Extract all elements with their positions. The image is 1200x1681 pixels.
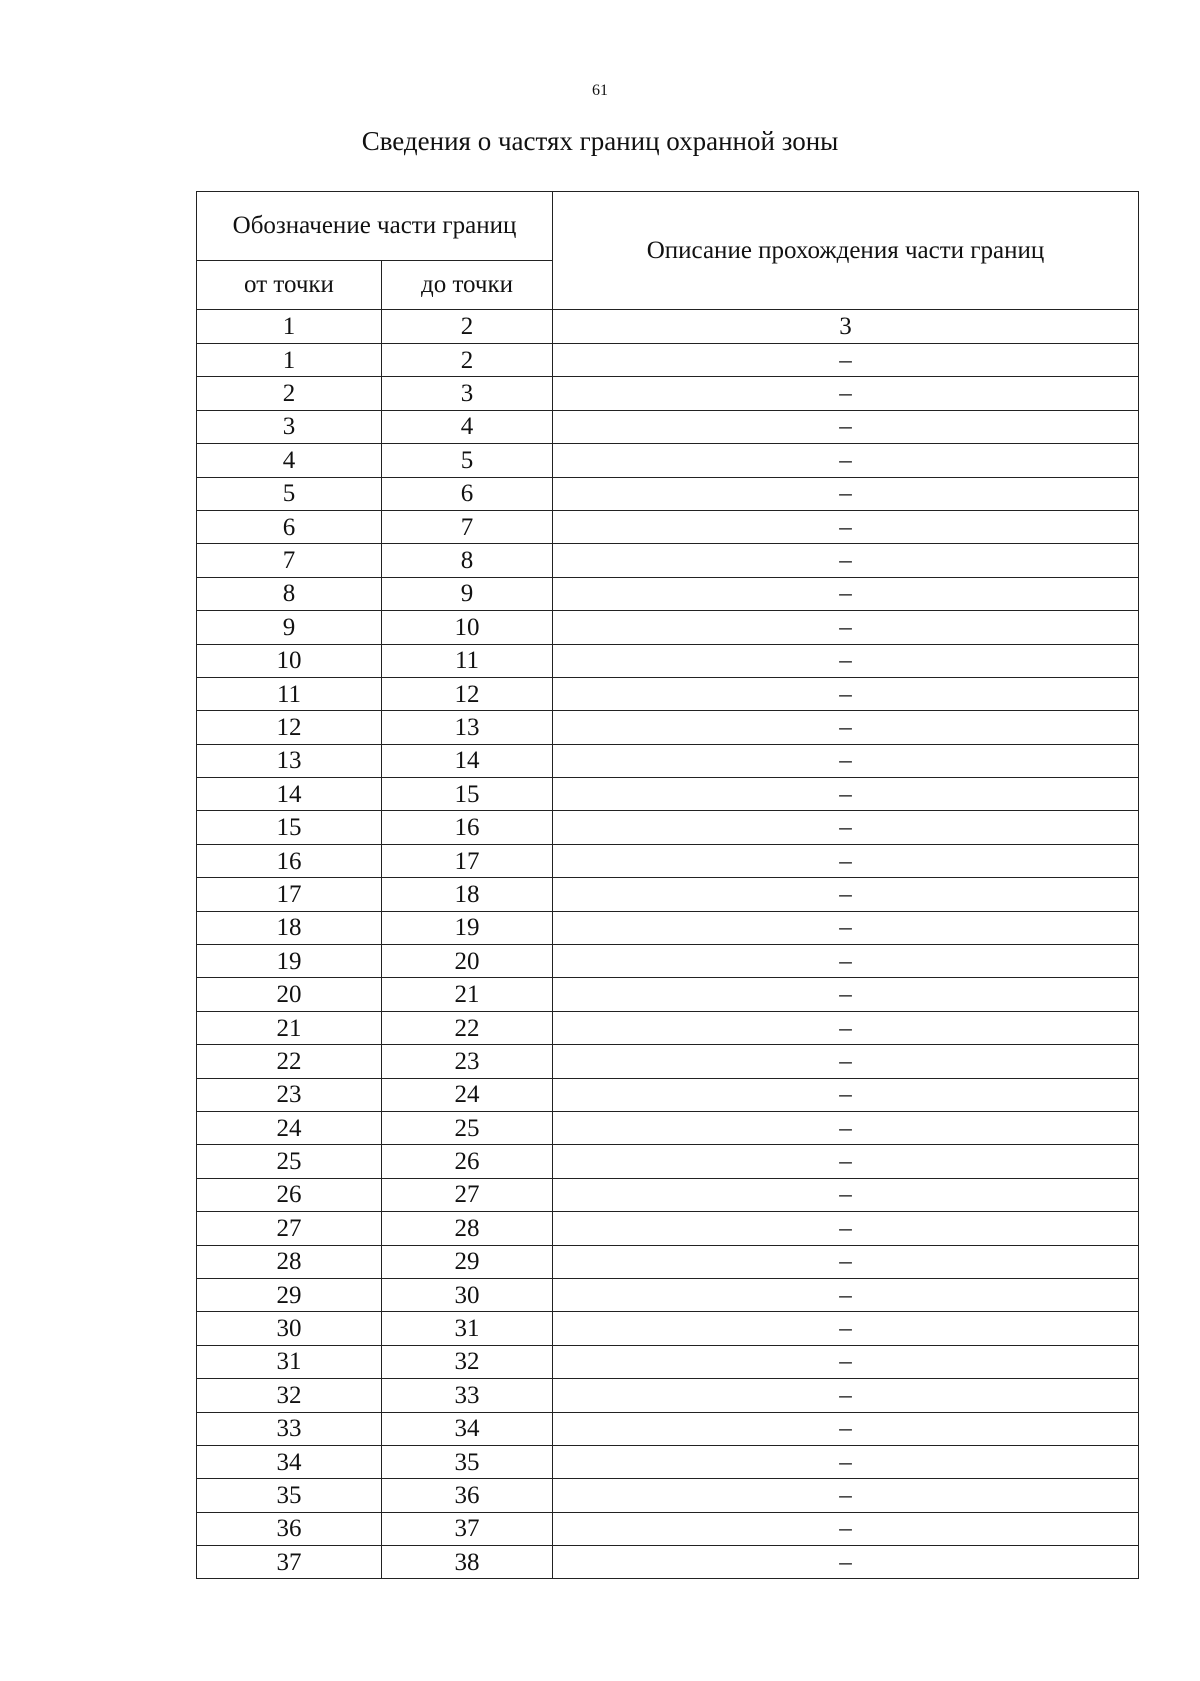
table-row [197, 1412, 1139, 1445]
table-row [197, 377, 1139, 410]
description-cell: – [553, 778, 1139, 811]
from-point-cell: 37 [197, 1546, 382, 1579]
from-point-cell: 27 [197, 1212, 382, 1245]
to-point-cell: 17 [382, 844, 553, 877]
description-cell: – [553, 477, 1139, 510]
table-row [197, 1479, 1139, 1512]
description-cell: – [553, 544, 1139, 577]
table-row [197, 1178, 1139, 1211]
to-point-cell: 37 [382, 1512, 553, 1545]
table-row [197, 844, 1139, 877]
column-number-3: 3 [553, 310, 1139, 344]
to-point-cell: 8 [382, 544, 553, 577]
from-point-cell: 12 [197, 711, 382, 744]
from-point-cell: 16 [197, 844, 382, 877]
description-cell: – [553, 611, 1139, 644]
column-number-2: 2 [382, 310, 553, 344]
from-point-cell: 13 [197, 744, 382, 777]
from-point-cell: 33 [197, 1412, 382, 1445]
table-row [197, 1379, 1139, 1412]
to-point-cell: 12 [382, 677, 553, 710]
from-point-cell: 18 [197, 911, 382, 944]
table-row [197, 911, 1139, 944]
description-cell: – [553, 510, 1139, 543]
to-point-cell: 28 [382, 1212, 553, 1245]
table-row [197, 1078, 1139, 1111]
to-point-cell: 33 [382, 1379, 553, 1412]
table-row [197, 410, 1139, 443]
from-point-cell: 14 [197, 778, 382, 811]
to-point-cell: 15 [382, 778, 553, 811]
table-row [197, 711, 1139, 744]
table-row [197, 677, 1139, 710]
page-number: 61 [592, 82, 608, 99]
from-point-cell: 23 [197, 1078, 382, 1111]
description-cell: – [553, 1145, 1139, 1178]
boundary-designation-header: Обозначение части границ [197, 192, 553, 261]
to-point-cell: 30 [382, 1278, 553, 1311]
table-row [197, 1212, 1139, 1245]
from-point-cell: 8 [197, 577, 382, 610]
description-cell: – [553, 1011, 1139, 1044]
from-point-cell: 32 [197, 1379, 382, 1412]
table-body [197, 344, 1139, 1579]
from-point-cell: 20 [197, 978, 382, 1011]
from-point-cell: 1 [197, 344, 382, 377]
to-point-cell: 3 [382, 377, 553, 410]
table-row [197, 945, 1139, 978]
table-row [197, 978, 1139, 1011]
page-title: Сведения о частях границ охранной зоны [361, 126, 839, 156]
from-point-cell: 11 [197, 677, 382, 710]
to-point-cell: 31 [382, 1312, 553, 1345]
table-row [197, 1045, 1139, 1078]
table-row [197, 744, 1139, 777]
description-cell: – [553, 677, 1139, 710]
to-point-cell: 24 [382, 1078, 553, 1111]
description-cell: – [553, 1111, 1139, 1144]
to-point-cell: 20 [382, 945, 553, 978]
description-cell: – [553, 577, 1139, 610]
description-cell: – [553, 1345, 1139, 1378]
table-row [197, 1145, 1139, 1178]
boundary-description-header: Описание прохождения части границ [553, 192, 1139, 310]
to-point-cell: 9 [382, 577, 553, 610]
description-cell: – [553, 1479, 1139, 1512]
table-row [197, 444, 1139, 477]
to-point-cell: 18 [382, 878, 553, 911]
description-cell: – [553, 1178, 1139, 1211]
to-point-cell: 21 [382, 978, 553, 1011]
description-cell: – [553, 945, 1139, 978]
to-point-cell: 14 [382, 744, 553, 777]
from-point-cell: 35 [197, 1479, 382, 1512]
table-row [197, 878, 1139, 911]
to-point-cell: 26 [382, 1145, 553, 1178]
table-row [197, 811, 1139, 844]
from-point-cell: 25 [197, 1145, 382, 1178]
from-point-cell: 29 [197, 1278, 382, 1311]
description-cell: – [553, 1412, 1139, 1445]
description-cell: – [553, 978, 1139, 1011]
table-row [197, 1546, 1139, 1579]
to-point-cell: 13 [382, 711, 553, 744]
to-point-cell: 19 [382, 911, 553, 944]
to-point-cell: 27 [382, 1178, 553, 1211]
description-cell: – [553, 644, 1139, 677]
table-row [197, 611, 1139, 644]
from-point-cell: 34 [197, 1445, 382, 1478]
from-point-cell: 36 [197, 1512, 382, 1545]
table-row [197, 1312, 1139, 1345]
to-point-cell: 29 [382, 1245, 553, 1278]
table-row [197, 477, 1139, 510]
to-point-cell: 22 [382, 1011, 553, 1044]
from-point-cell: 17 [197, 878, 382, 911]
table-row [197, 644, 1139, 677]
to-point-cell: 7 [382, 510, 553, 543]
description-cell: – [553, 811, 1139, 844]
description-cell: – [553, 1312, 1139, 1345]
from-point-cell: 22 [197, 1045, 382, 1078]
description-cell: – [553, 410, 1139, 443]
from-point-cell: 4 [197, 444, 382, 477]
to-point-cell: 36 [382, 1479, 553, 1512]
to-point-cell: 16 [382, 811, 553, 844]
from-point-cell: 15 [197, 811, 382, 844]
table-row [197, 544, 1139, 577]
from-point-cell: 10 [197, 644, 382, 677]
table-row [197, 510, 1139, 543]
table-row [197, 344, 1139, 377]
from-point-cell: 6 [197, 510, 382, 543]
from-point-cell: 2 [197, 377, 382, 410]
to-point-cell: 23 [382, 1045, 553, 1078]
description-cell: – [553, 1546, 1139, 1579]
to-point-cell: 4 [382, 410, 553, 443]
column-number-1: 1 [197, 310, 382, 344]
description-cell: – [553, 744, 1139, 777]
table-row [197, 1278, 1139, 1311]
description-cell: – [553, 1278, 1139, 1311]
table-row [197, 577, 1139, 610]
table-row [197, 1445, 1139, 1478]
to-point-cell: 32 [382, 1345, 553, 1378]
to-point-cell: 5 [382, 444, 553, 477]
boundary-parts-table [196, 191, 1139, 1579]
to-point-cell: 6 [382, 477, 553, 510]
table-row [197, 778, 1139, 811]
from-point-cell: 3 [197, 410, 382, 443]
description-cell: – [553, 1445, 1139, 1478]
to-point-header: до точки [382, 261, 553, 310]
description-cell: – [553, 1245, 1139, 1278]
from-point-header: от точки [197, 261, 382, 310]
description-cell: – [553, 1045, 1139, 1078]
description-cell: – [553, 1379, 1139, 1412]
from-point-cell: 9 [197, 611, 382, 644]
to-point-cell: 11 [382, 644, 553, 677]
from-point-cell: 26 [197, 1178, 382, 1211]
description-cell: – [553, 878, 1139, 911]
from-point-cell: 24 [197, 1111, 382, 1144]
to-point-cell: 2 [382, 344, 553, 377]
to-point-cell: 35 [382, 1445, 553, 1478]
to-point-cell: 34 [382, 1412, 553, 1445]
from-point-cell: 5 [197, 477, 382, 510]
table-row [197, 1512, 1139, 1545]
description-cell: – [553, 911, 1139, 944]
from-point-cell: 19 [197, 945, 382, 978]
to-point-cell: 38 [382, 1546, 553, 1579]
table-row [197, 1111, 1139, 1144]
table-row [197, 1345, 1139, 1378]
description-cell: – [553, 844, 1139, 877]
table-row [197, 1011, 1139, 1044]
from-point-cell: 31 [197, 1345, 382, 1378]
from-point-cell: 21 [197, 1011, 382, 1044]
to-point-cell: 25 [382, 1111, 553, 1144]
from-point-cell: 28 [197, 1245, 382, 1278]
description-cell: – [553, 711, 1139, 744]
table-row [197, 1245, 1139, 1278]
description-cell: – [553, 377, 1139, 410]
from-point-cell: 7 [197, 544, 382, 577]
description-cell: – [553, 1212, 1139, 1245]
description-cell: – [553, 344, 1139, 377]
to-point-cell: 10 [382, 611, 553, 644]
from-point-cell: 30 [197, 1312, 382, 1345]
description-cell: – [553, 444, 1139, 477]
description-cell: – [553, 1512, 1139, 1545]
description-cell: – [553, 1078, 1139, 1111]
